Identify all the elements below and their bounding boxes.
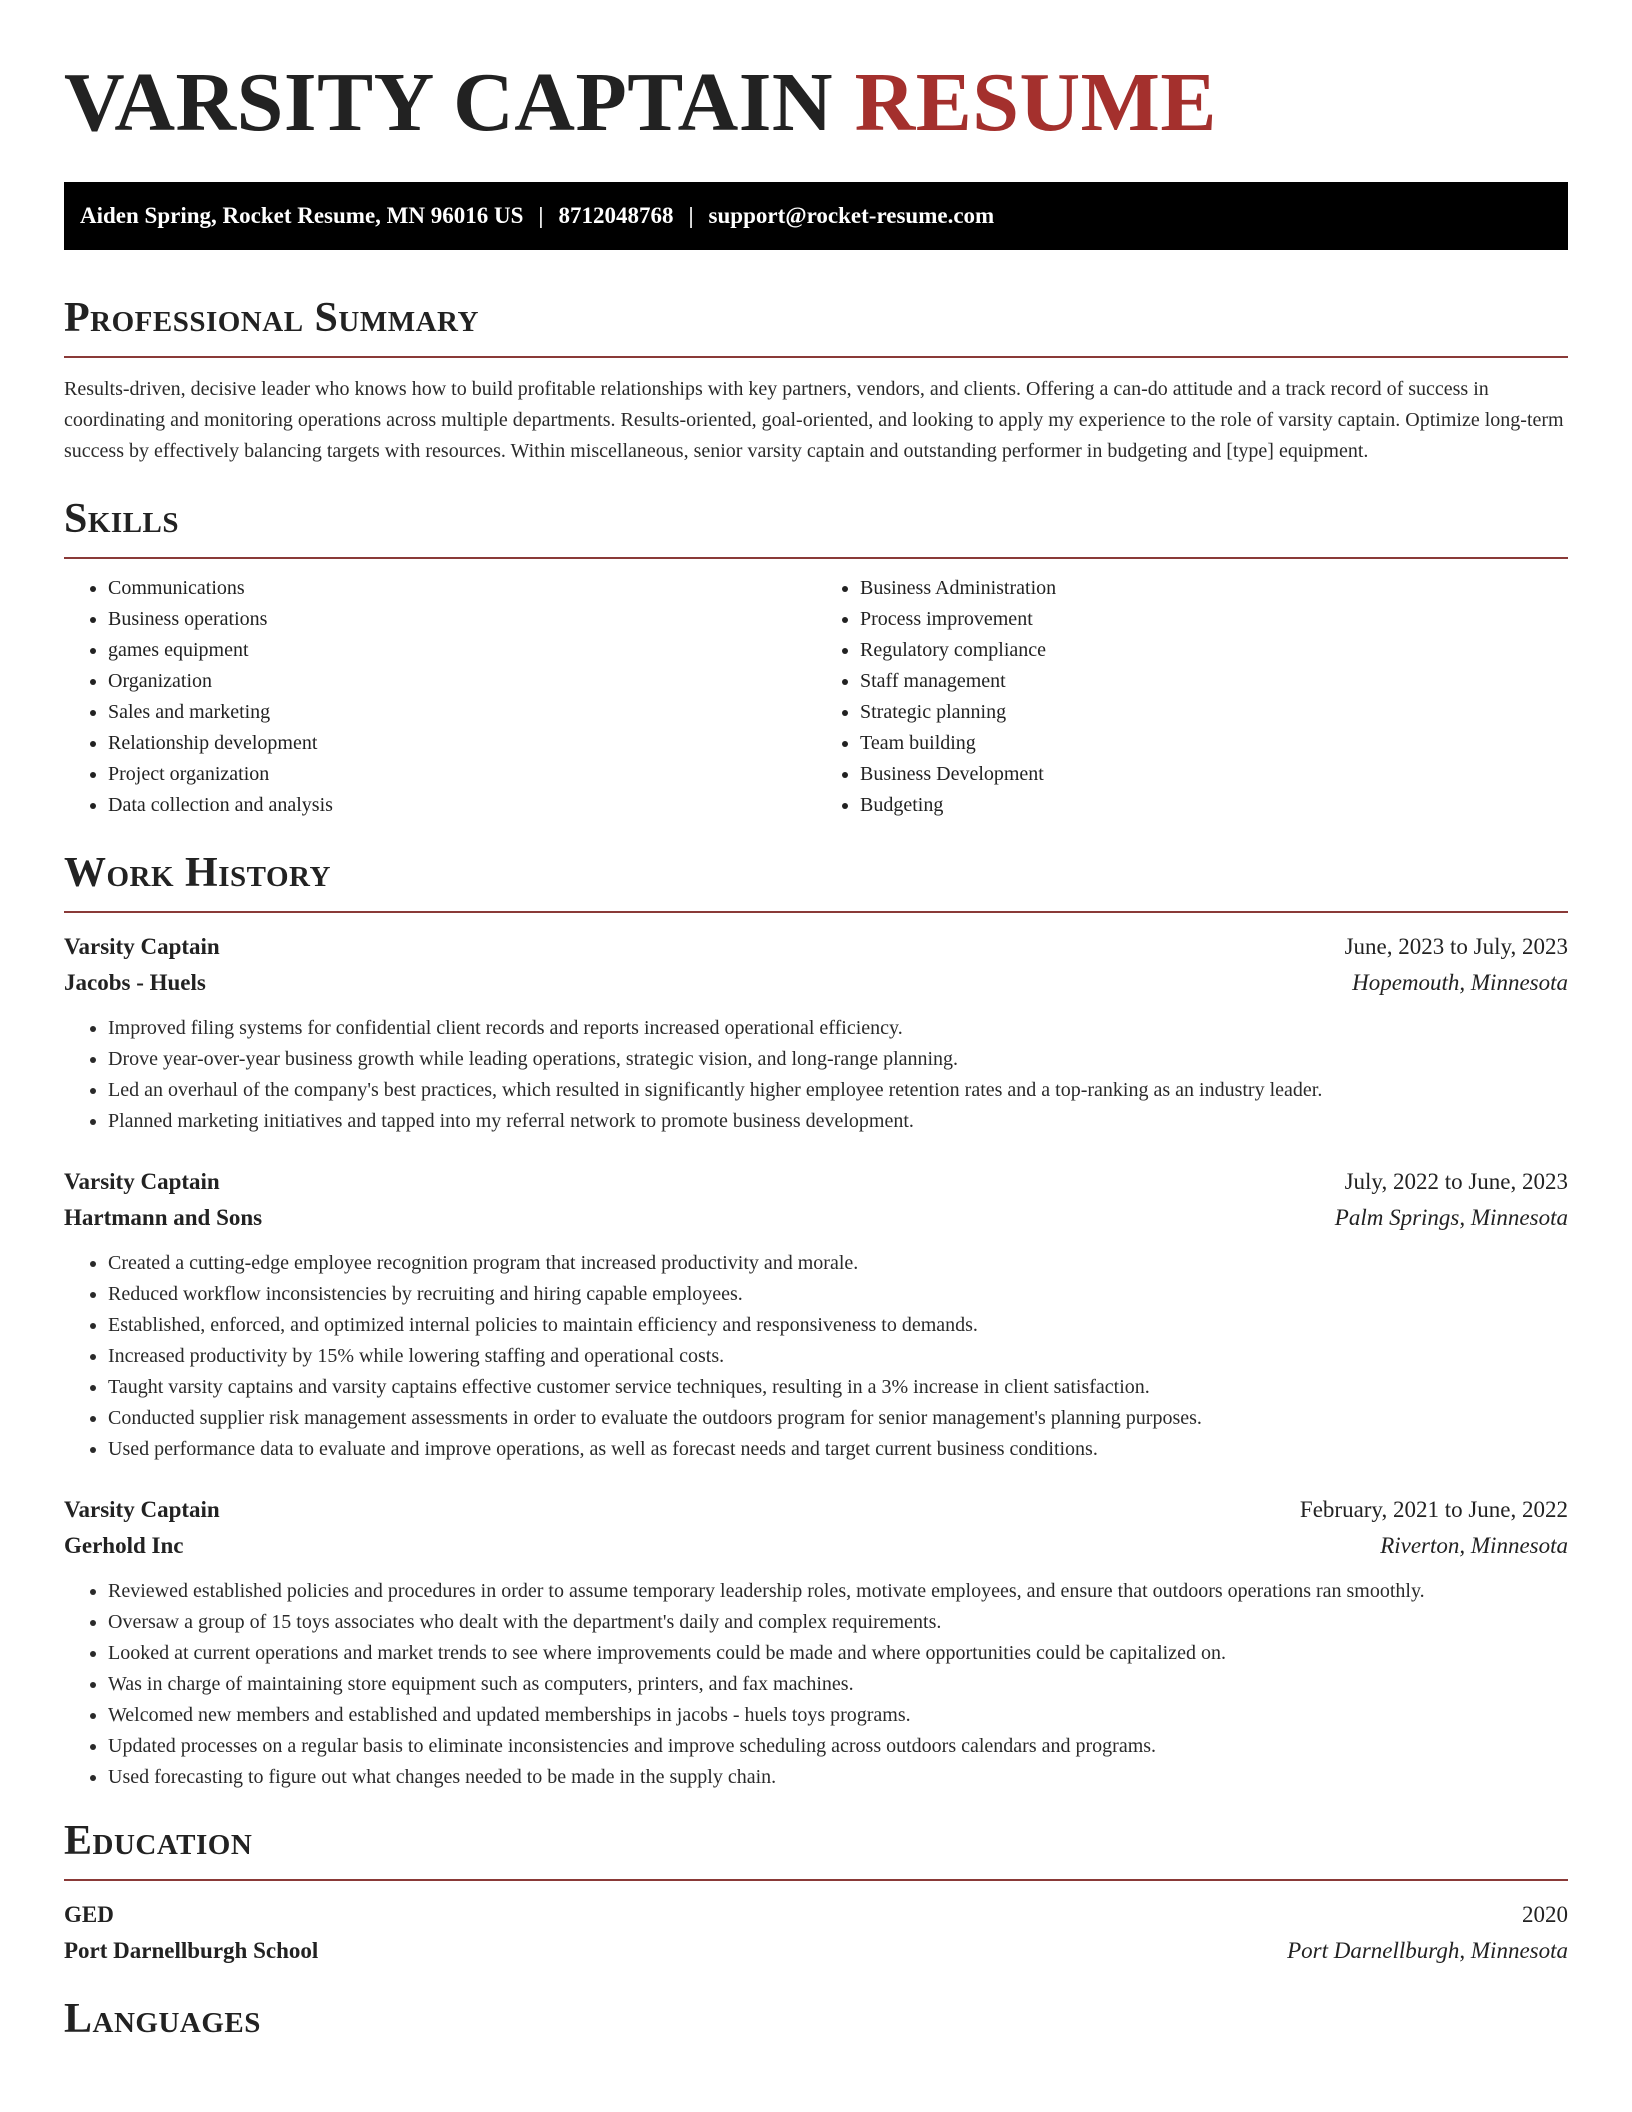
contact-email: support@rocket-resume.com — [708, 203, 995, 228]
list-item: • Reduced workflow inconsistencies by recruiting and hiring capable employees. — [108, 1279, 1568, 1310]
job-dates: February, 2021 to June, 2022 — [1299, 1497, 1568, 1522]
list-item: • Reviewed established policies and procedures in order to assume temporary leadership roles, motivate employees, and ensure that outdoors operations ran smoothly. — [108, 1576, 1568, 1607]
skill-item: • Budgeting — [860, 790, 1568, 821]
job-company-row — [64, 1528, 1568, 1564]
languages-heading: Languages — [64, 1996, 261, 2042]
skill-item: • Data collection and analysis — [108, 790, 816, 821]
education-heading: Education — [64, 1818, 253, 1864]
list-item: • Used performance data to evaluate and improve operations, as well as forecast needs and target current business conditions. — [108, 1434, 1568, 1465]
list-item: • Created a cutting-edge employee recognition program that increased productivity and morale. — [108, 1248, 1568, 1279]
job-company-row — [64, 1200, 1568, 1236]
list-item: • Drove year-over-year business growth while leading operations, strategic vision, and long-range planning. — [108, 1044, 1568, 1075]
education-section — [64, 1817, 1568, 1969]
job-header-row — [64, 1492, 1568, 1528]
education-entry — [64, 1897, 1568, 1969]
education-year: 2020 — [1522, 1902, 1568, 1927]
skill-item: • Organization — [108, 666, 816, 697]
list-item: • Oversaw a group of 15 toys associates who dealt with the department's daily and complex requirements. — [108, 1607, 1568, 1638]
job-company-row — [64, 965, 1568, 1001]
contact-bar — [64, 182, 1568, 250]
skill-item: • Communications — [108, 573, 816, 604]
contact-separator: | — [538, 203, 544, 228]
list-item: • Was in charge of maintaining store equipment such as computers, printers, and fax machines. — [108, 1669, 1568, 1700]
list-item: • Taught varsity captains and varsity captains effective customer service techniques, resulting in a 3% increase in client satisfaction. — [108, 1372, 1568, 1403]
job-company: Jacobs - Huels — [64, 970, 206, 995]
job-bullets — [64, 1576, 1568, 1793]
section-divider — [64, 911, 1568, 913]
job-location: Riverton, Minnesota — [1380, 1533, 1568, 1558]
summary-heading: Professional Summary — [64, 295, 479, 341]
skill-item: • Relationship development — [108, 728, 816, 759]
skills-list-right — [816, 573, 1568, 821]
job-bullets — [64, 1248, 1568, 1465]
list-item: • Led an overhaul of the company's best practices, which resulted in significantly higher employee retention rates and a top-ranking as an industry leader. — [108, 1075, 1568, 1106]
skill-item: • Strategic planning — [860, 697, 1568, 728]
list-item: • Looked at current operations and market trends to see where improvements could be made and where opportunities could be capitalized on. — [108, 1638, 1568, 1669]
job-entry — [64, 1492, 1568, 1793]
list-item: • Welcomed new members and established and updated memberships in jacobs - huels toys programs. — [108, 1700, 1568, 1731]
resume-title — [64, 0, 1568, 148]
job-company: Gerhold Inc — [64, 1533, 184, 1558]
job-title: Varsity Captain — [64, 934, 220, 959]
summary-text: Results-driven, decisive leader who knows how to build profitable relationships with key partners, vendors, and clients. Offering a can-do attitude and a track record of success in coordinating and monitoring operations across multiple departments. Results-oriented, goal-oriented, and looking to apply my experience to the role of varsity captain. Optimize long-term success by effectively balancing targets with resources. Within miscellaneous, senior varsity captain and outstanding performer in budgeting and [type] equipment. — [64, 378, 1564, 462]
education-location: Port Darnellburgh, Minnesota — [1287, 1938, 1568, 1963]
section-divider — [64, 1879, 1568, 1881]
skill-item: • Business operations — [108, 604, 816, 635]
section-divider — [64, 356, 1568, 358]
skill-item: • Staff management — [860, 666, 1568, 697]
job-header-row — [64, 929, 1568, 965]
job-header-row — [64, 1164, 1568, 1200]
job-entry — [64, 929, 1568, 1137]
list-item: • Established, enforced, and optimized internal policies to maintain efficiency and responsiveness to demands. — [108, 1310, 1568, 1341]
work-history-section — [64, 849, 1568, 1793]
skills-list-left — [64, 573, 816, 821]
list-item: • Conducted supplier risk management assessments in order to evaluate the outdoors program for senior management's planning purposes. — [108, 1403, 1568, 1434]
list-item: • Increased productivity by 15% while lowering staffing and operational costs. — [108, 1341, 1568, 1372]
education-school-row — [64, 1933, 1568, 1969]
list-item: • Used forecasting to figure out what changes needed to be made in the supply chain. — [108, 1762, 1568, 1793]
contact-address: Aiden Spring, Rocket Resume, MN 96016 US — [80, 203, 524, 228]
job-location: Palm Springs, Minnesota — [1334, 1205, 1568, 1230]
job-dates: June, 2023 to July, 2023 — [1344, 934, 1568, 959]
skill-item: • Team building — [860, 728, 1568, 759]
job-bullets — [64, 1013, 1568, 1137]
title-accent: RESUME — [854, 56, 1217, 149]
list-item: • Updated processes on a regular basis to eliminate inconsistencies and improve scheduling across outdoors calendars and programs. — [108, 1731, 1568, 1762]
skills-columns — [64, 573, 1568, 821]
education-school: Port Darnellburgh School — [64, 1938, 319, 1963]
skill-item: • Sales and marketing — [108, 697, 816, 728]
contact-separator: | — [688, 203, 694, 228]
languages-section — [64, 1995, 1568, 2043]
job-title: Varsity Captain — [64, 1497, 220, 1522]
job-location: Hopemouth, Minnesota — [1352, 970, 1568, 995]
contact-phone: 8712048768 — [558, 203, 674, 228]
section-divider — [64, 557, 1568, 559]
skill-item: • Project organization — [108, 759, 816, 790]
summary-section — [64, 294, 1568, 467]
job-entry — [64, 1164, 1568, 1465]
skills-heading: Skills — [64, 496, 180, 542]
job-dates: July, 2022 to June, 2023 — [1344, 1169, 1568, 1194]
education-degree-row — [64, 1897, 1568, 1933]
skill-item: • Business Administration — [860, 573, 1568, 604]
education-degree: GED — [64, 1902, 114, 1927]
job-company: Hartmann and Sons — [64, 1205, 263, 1230]
skill-item: • Business Development — [860, 759, 1568, 790]
skills-section — [64, 495, 1568, 821]
skill-item: • Process improvement — [860, 604, 1568, 635]
skill-item: • Regulatory compliance — [860, 635, 1568, 666]
list-item: • Planned marketing initiatives and tapped into my referral network to promote business development. — [108, 1106, 1568, 1137]
job-title: Varsity Captain — [64, 1169, 220, 1194]
work-history-heading: Work History — [64, 850, 331, 896]
list-item: • Improved filing systems for confidential client records and reports increased operational efficiency. — [108, 1013, 1568, 1044]
skill-item: • games equipment — [108, 635, 816, 666]
title-main: VARSITY CAPTAIN — [64, 56, 834, 149]
